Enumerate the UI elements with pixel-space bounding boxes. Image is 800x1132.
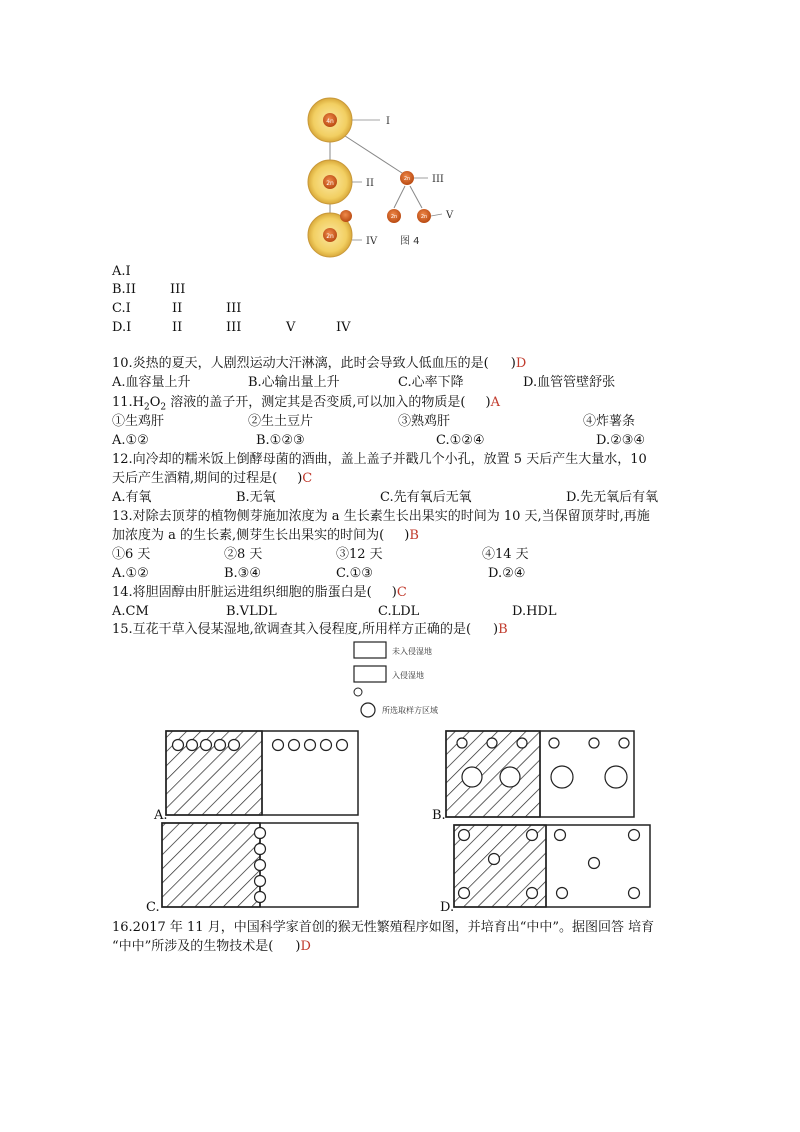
q14-option-d: D.HDL — [512, 604, 557, 619]
q12-option-a: A.有氧 — [112, 490, 152, 505]
q13-item-4: ④14 天 — [482, 547, 529, 562]
q15-panel-a — [166, 731, 358, 815]
q9-option-a: A.I — [112, 264, 131, 279]
q10-option-a: A.血容量上升 — [112, 375, 191, 390]
q15-stem: 15.互花干草入侵某湿地,欲调查其入侵程度,所用样方正确的是( )B — [112, 622, 508, 637]
q11-option-c: C.①②④ — [436, 433, 485, 448]
q10-answer: D — [515, 356, 527, 371]
q11-item-1: ①生鸡肝 — [112, 414, 165, 429]
q9-option-b: B.II — [112, 282, 136, 297]
q15-panel-d — [454, 825, 650, 907]
cell-II-ploidy: 2n — [326, 180, 334, 187]
q9-option-d: D.I — [112, 320, 132, 335]
q13-answer: B — [409, 528, 419, 543]
q15-panel-a-label: A. — [154, 808, 168, 823]
q15-panel-b-label: B. — [432, 808, 446, 823]
q16-stem-line1: 16.2017 年 11 月，中国科学家首创的猴无性繁殖程序如图，并培育出“中中”。据图回答 培育 — [112, 920, 655, 935]
q12-answer: C — [302, 471, 313, 486]
q13-stem-line2: 加浓度为 a 的生长素,侧芽生长出果实的时间为( )B — [112, 528, 419, 543]
q12-option-d: D.先无氧后有氧 — [566, 490, 659, 505]
q9-option-b-item: III — [170, 282, 186, 297]
q13-option-a: A.①② — [112, 566, 149, 581]
q11-answer: A — [490, 395, 500, 410]
q11-option-d: D.②③④ — [596, 433, 646, 448]
cell-I-ploidy: 4n — [326, 118, 334, 125]
q11-item-4: ④炸薯条 — [583, 414, 636, 429]
q9-option-d-item: II — [172, 320, 183, 335]
q15-panel-c-label: C. — [146, 900, 160, 915]
q13-option-b: B.③④ — [224, 566, 261, 581]
q9-option-d-item: IV — [336, 320, 351, 335]
q10-option-c: C.心率下降 — [398, 375, 464, 390]
label-I: I — [386, 116, 390, 127]
q11-option-a: A.①② — [112, 433, 149, 448]
q12-stem-line1: 12.向冷却的糯米饭上倒酵母菌的酒曲，盖上盖子并戳几个小孔，放置 5 天后产生大量水，10 — [112, 452, 647, 467]
q10-stem: 10.炎热的夏天，人剧烈运动大汗淋漓，此时会导致人低血压的是( )D — [112, 356, 527, 371]
q15-legend-uninvaded: 未入侵湿地 — [392, 647, 432, 656]
q9-option-c-item: III — [226, 301, 242, 316]
q11-option-b: B.①②③ — [256, 433, 305, 448]
q14-option-c: C.LDL — [378, 604, 420, 619]
q13-option-d: D.②④ — [488, 566, 526, 581]
q14-option-b: B.VLDL — [226, 604, 277, 619]
q9-option-c: C.I — [112, 301, 131, 316]
cell-IV-ploidy: 2n — [326, 233, 334, 240]
q10-option-d: D.血管管壁舒张 — [523, 375, 616, 390]
q13-item-1: ①6 天 — [112, 547, 151, 562]
label-II: II — [366, 178, 374, 189]
cell-V-left-ploidy: 2n — [390, 214, 398, 220]
q11-stem: $11.H_2O_2$ 溶液的盖子开，测定其是否变质,可以加入的物质是( )A — [112, 395, 500, 413]
q9-option-d-item: III — [226, 320, 242, 335]
q13-option-c: C.①③ — [336, 566, 373, 581]
cell-V-right-ploidy: 2n — [420, 214, 428, 220]
q15-panel-d-label: D. — [440, 900, 455, 915]
q11-item-3: ③熟鸡肝 — [398, 414, 451, 429]
cell-III-ploidy: 2n — [403, 176, 411, 182]
figure-caption: 图 4 — [400, 236, 420, 247]
q15-legend-quadrat: 所选取样方区域 — [382, 706, 438, 715]
q15-panel-b — [446, 731, 634, 817]
q15-quadrat-panels — [150, 725, 690, 915]
q15-legend-invaded: 入侵湿地 — [392, 671, 424, 680]
label-V: V — [446, 210, 454, 221]
q15-answer: B — [498, 622, 508, 637]
label-III: III — [432, 174, 444, 185]
q9-option-d-item: V — [286, 320, 296, 335]
q13-item-3: ③12 天 — [336, 547, 383, 562]
q10-option-b: B.心输出量上升 — [248, 375, 340, 390]
q15-panel-c — [162, 823, 358, 907]
q16-answer: D — [300, 939, 311, 954]
q9-option-c-item: II — [172, 301, 183, 316]
q16-stem-line2: “中中”所涉及的生物技术是( )D — [112, 939, 311, 954]
q12-option-c: C.先有氧后无氧 — [380, 490, 472, 505]
q14-stem: 14.将胆固醇由肝脏运进组织细胞的脂蛋白是( )C — [112, 585, 407, 600]
label-IV: IV — [366, 236, 378, 247]
q11-item-2: ②生土豆片 — [248, 414, 314, 429]
figure-4-cell-diagram — [290, 90, 490, 260]
q14-option-a: A.CM — [112, 604, 149, 619]
q14-answer: C — [396, 585, 407, 600]
q13-stem-line1: 13.对除去顶芽的植物侧芽施加浓度为 a 生长素生长出果实的时间为 10 天,当保留顶芽时,再施 — [112, 509, 650, 524]
q12-option-b: B.无氧 — [236, 490, 276, 505]
q13-item-2: ②8 天 — [224, 547, 263, 562]
q12-stem-line2: 天后产生酒精,期间的过程是( )C — [112, 471, 313, 486]
